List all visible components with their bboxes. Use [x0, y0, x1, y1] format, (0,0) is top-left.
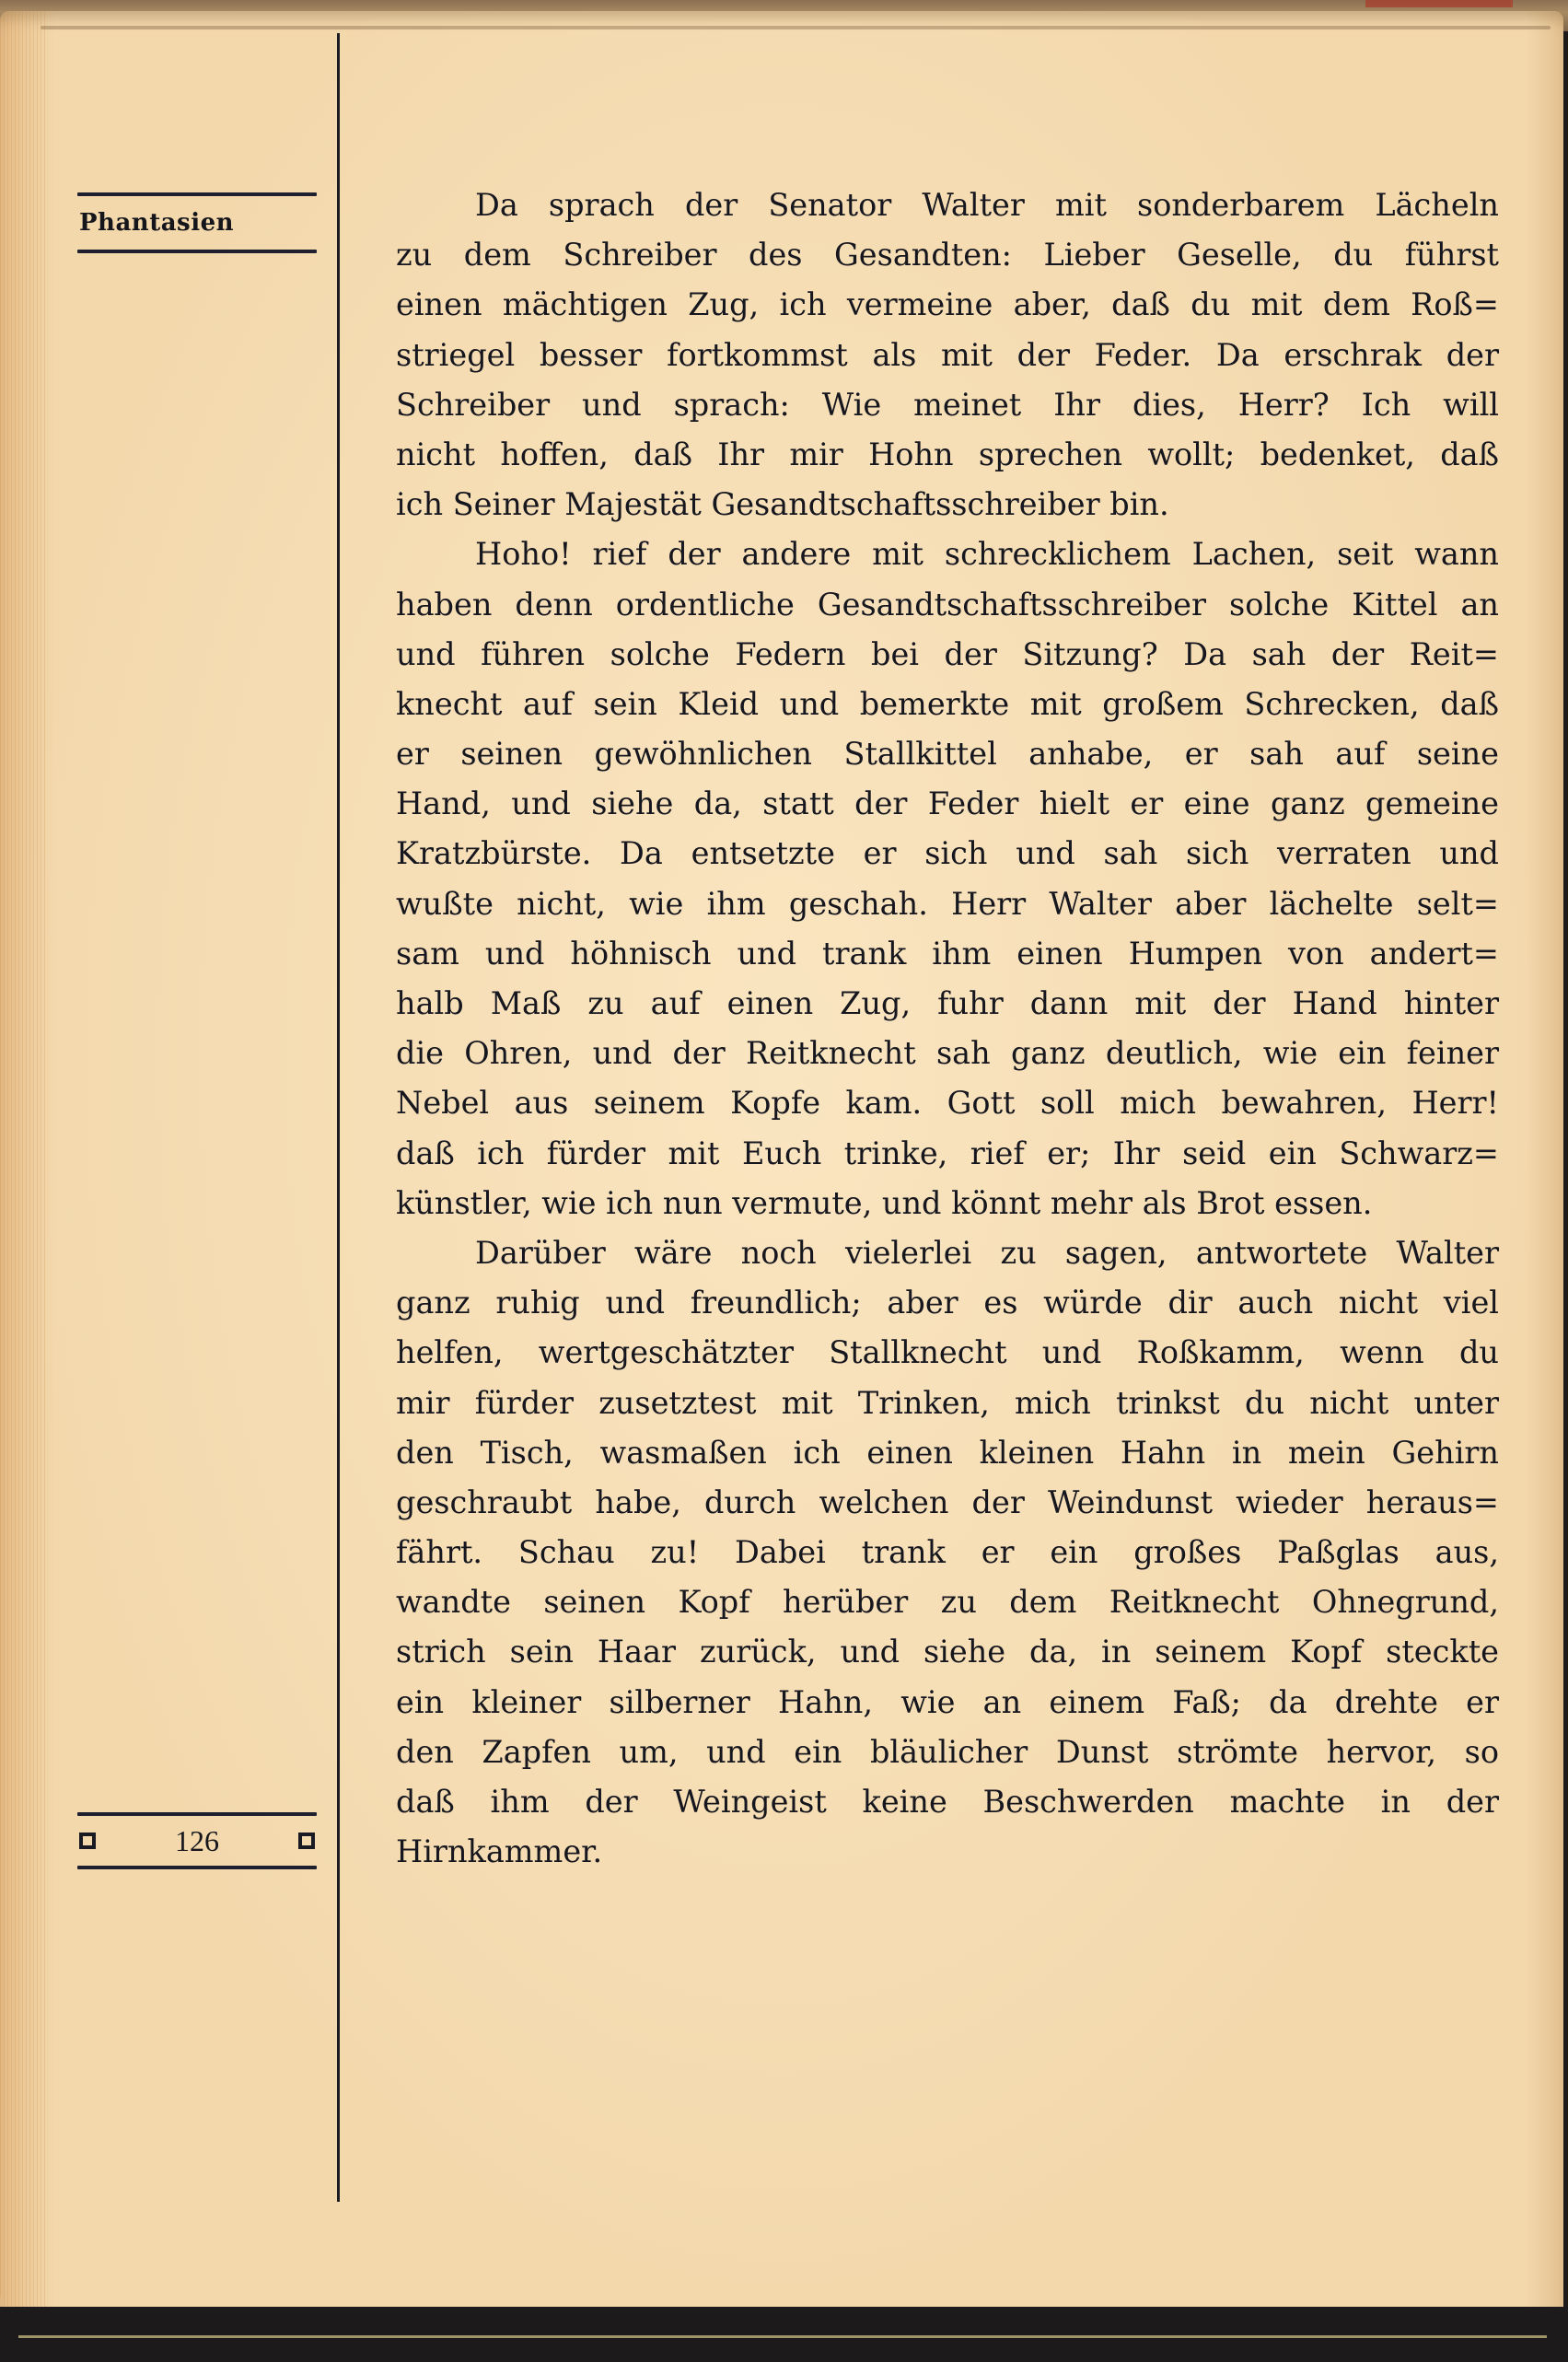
- text-line: den Zapfen um, und ein bläulicher Dunst strömte hervor, so: [396, 1733, 1499, 1770]
- text-line: Kratzbürste. Da entsetzte er sich und sah sich verraten und: [396, 835, 1499, 872]
- running-head: [77, 192, 317, 253]
- text-line: striegel besser fortkommst als mit der Feder. Da erschrak der: [396, 336, 1499, 373]
- page-bottom-edge: [18, 2335, 1547, 2338]
- text-line: ganz ruhig und freundlich; aber es würde dir auch nicht viel: [396, 1285, 1499, 1321]
- paragraph: [396, 1228, 1499, 1877]
- text-line: Schreiber und sprach: Wie meinet Ihr dies, Herr? Ich will: [396, 386, 1499, 423]
- text-line: er seinen gewöhnlichen Stallkittel anhabe, er sah auf seine: [396, 736, 1499, 773]
- text-line: Hirnkammer.: [396, 1833, 603, 1870]
- text-line: geschraubt habe, durch welchen der Weindunst wieder heraus=: [396, 1484, 1499, 1520]
- text-line: mir fürder zusetztest mit Trinken, mich trinkst du nicht unter: [396, 1384, 1499, 1421]
- page-number: 126: [175, 1823, 219, 1857]
- text-line: künstler, wie ich nun vermute, und könnt mehr als Brot essen.: [396, 1184, 1373, 1221]
- text-line: und führen solche Federn bei der Sitzung? Da sah der Reit=: [396, 635, 1499, 672]
- scan-background: [0, 2307, 1568, 2362]
- text-line: Darüber wäre noch vielerlei zu sagen, antwortete Walter: [475, 1234, 1499, 1271]
- text-line: zu dem Schreiber des Gesandten: Lieber Geselle, du führst: [396, 237, 1499, 273]
- text-line: ich Seiner Majestät Gesandtschaftsschreiber bin.: [396, 486, 1169, 523]
- running-head-title: Phantasien: [79, 209, 235, 237]
- text-line: Hoho! rief der andere mit schrecklichem Lachen, seit wann: [475, 536, 1499, 573]
- page-number-bottom-rule: [77, 1866, 317, 1869]
- page-top-crease: [41, 26, 1551, 29]
- text-line: ein kleiner silberner Hahn, wie an einem Faß; da drehte er: [396, 1683, 1499, 1720]
- text-line: Da sprach der Senator Walter mit sonderbarem Lächeln: [475, 187, 1499, 223]
- margin-vertical-rule: [337, 33, 340, 2202]
- text-line: knecht auf sein Kleid und bemerkte mit großem Schrecken, daß: [396, 685, 1499, 722]
- text-line: halb Maß zu auf einen Zug, fuhr dann mit der Hand hinter: [396, 985, 1499, 1021]
- page-number-box: [77, 1812, 317, 1869]
- text-line: sam und höhnisch und trank ihm einen Humpen von andert=: [396, 935, 1499, 972]
- text-line: wandte seinen Kopf herüber zu dem Reitknecht Ohnegrund,: [396, 1584, 1499, 1621]
- paragraph: [396, 180, 1499, 529]
- text-line: den Tisch, wasmaßen ich einen kleinen Hahn in mein Gehirn: [396, 1434, 1499, 1471]
- text-line: Nebel aus seinem Kopfe kam. Gott soll mich bewahren, Herr!: [396, 1085, 1499, 1122]
- text-line: Hand, und siehe da, statt der Feder hielt er eine ganz gemeine: [396, 785, 1499, 822]
- text-line: daß ich fürder mit Euch trinke, rief er; Ihr seid ein Schwarz=: [396, 1134, 1499, 1171]
- running-head-bottom-rule: [77, 250, 317, 253]
- text-line: nicht hoffen, daß Ihr mir Hohn sprechen wollt; bedenket, daß: [396, 436, 1499, 472]
- page-spine-gutter: [0, 11, 48, 2313]
- text-line: wußte nicht, wie ihm geschah. Herr Walter aber lächelte selt=: [396, 885, 1499, 922]
- text-line: einen mächtigen Zug, ich vermeine aber, daß du mit dem Roß=: [396, 286, 1499, 323]
- text-line: strich sein Haar zurück, und siehe da, in seinem Kopf steckte: [396, 1634, 1499, 1670]
- paragraph: [396, 529, 1499, 1228]
- book-cover-cloth: [1365, 0, 1513, 7]
- page-number-row: [77, 1816, 317, 1866]
- body-text: [396, 180, 1499, 1877]
- square-ornament-icon: [298, 1833, 315, 1849]
- text-line: helfen, wertgeschätzter Stallknecht und Roßkamm, wenn du: [396, 1334, 1499, 1371]
- text-line: fährt. Schau zu! Dabei trank er ein großes Paßglas aus,: [396, 1534, 1499, 1571]
- text-line: die Ohren, und der Reitknecht sah ganz deutlich, wie ein feiner: [396, 1035, 1499, 1072]
- text-line: daß ihm der Weingeist keine Beschwerden machte in der: [396, 1784, 1499, 1820]
- square-ornament-icon: [79, 1833, 96, 1849]
- text-line: haben denn ordentliche Gesandtschaftsschreiber solche Kittel an: [396, 586, 1499, 622]
